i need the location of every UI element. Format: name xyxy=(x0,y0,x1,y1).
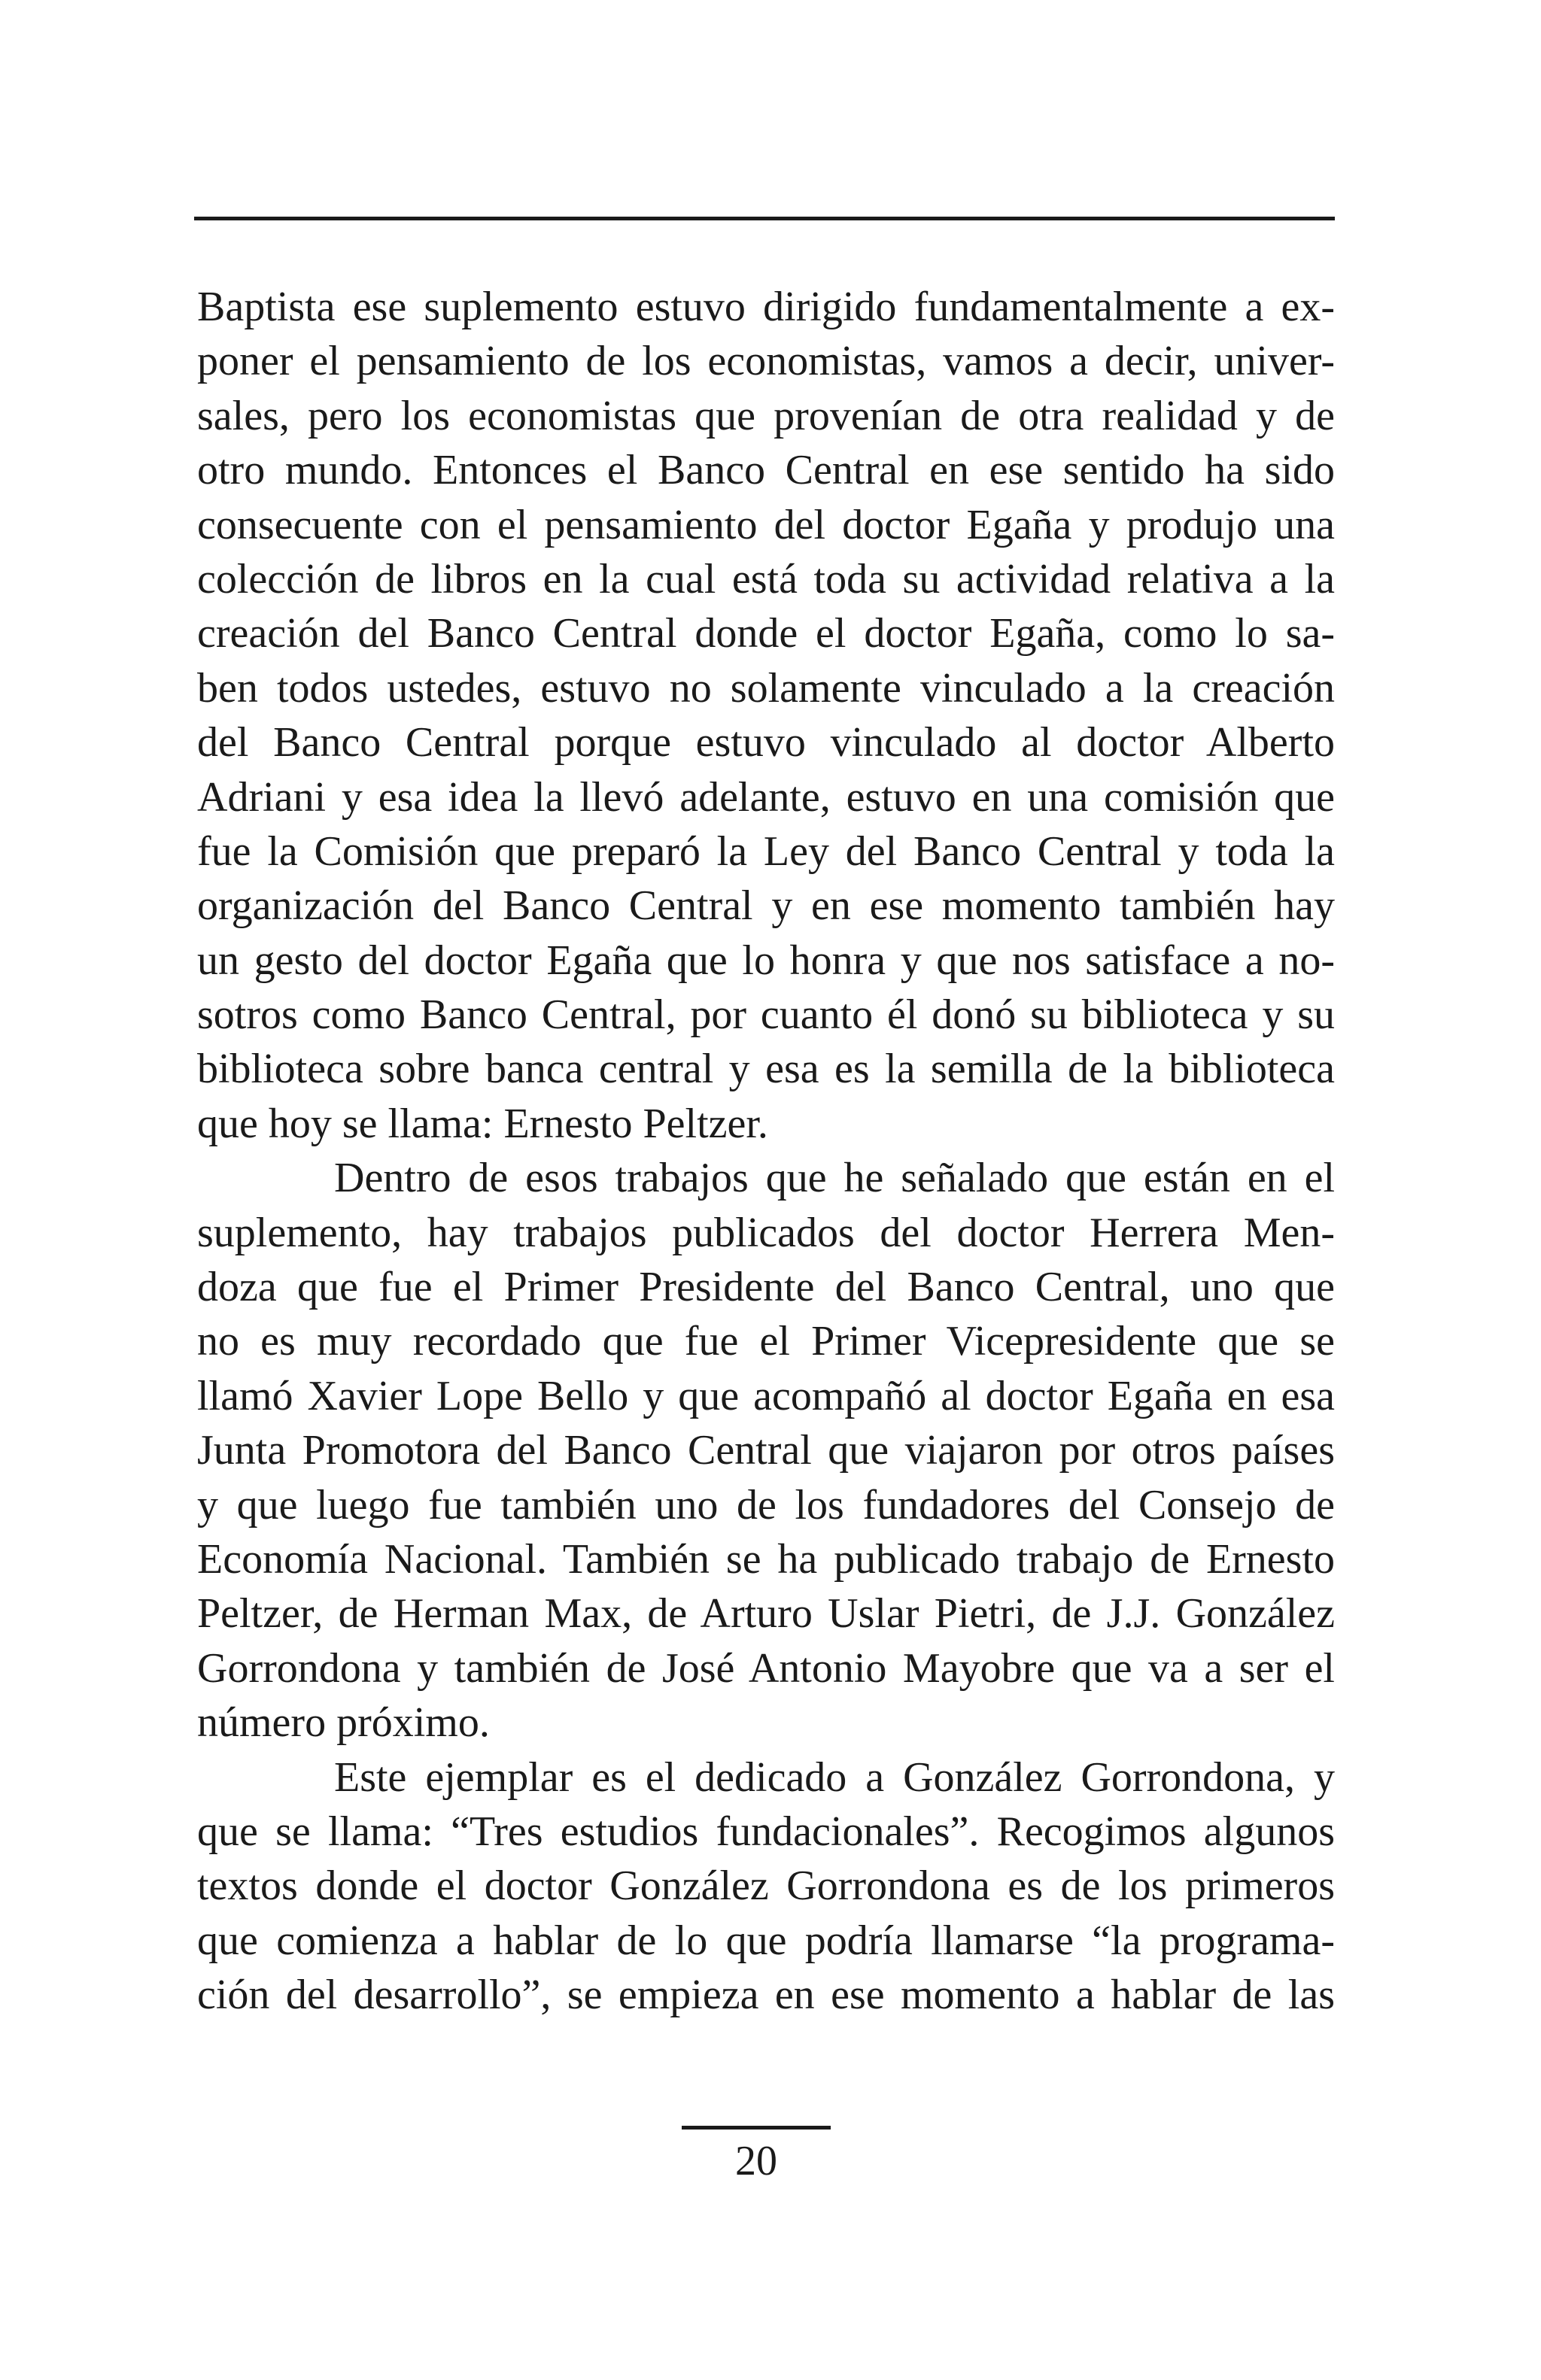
text-line: no es muy recordado que fue el Primer Vicepresidente que se xyxy=(197,1318,1335,1365)
text-line: creación del Banco Central donde el doctor Egaña, como lo sa- xyxy=(197,610,1335,657)
text-line: ción del desarrollo”, se empieza en ese momento a hablar de las xyxy=(197,1972,1335,2019)
text-line: poner el pensamiento de los economistas, vamos a decir, univer- xyxy=(197,338,1335,385)
text-line: suplemento, hay trabajos publicados del doctor Herrera Men- xyxy=(197,1209,1335,1256)
paragraph xyxy=(197,1151,1335,1750)
text-line: que se llama: “Tres estudios fundacionales”. Recogimos algunos xyxy=(197,1808,1335,1855)
text-line: organización del Banco Central y en ese momento también hay xyxy=(197,882,1335,930)
text-line: sotros como Banco Central, por cuanto él donó su biblioteca y su xyxy=(197,991,1335,1039)
text-line: del Banco Central porque estuvo vinculado al doctor Alberto xyxy=(197,719,1335,767)
text-line: que hoy se llama: Ernesto Peltzer. xyxy=(197,1100,768,1147)
text-line: textos donde el doctor González Gorrondona es de los primeros xyxy=(197,1862,1335,1910)
text-line: un gesto del doctor Egaña que lo honra y que nos satisface a no- xyxy=(197,937,1335,984)
text-line: colección de libros en la cual está toda su actividad relativa a la xyxy=(197,555,1335,603)
text-line: Baptista ese suplemento estuvo dirigido fundamentalmente a ex- xyxy=(197,284,1335,330)
text-line: Adriani y esa idea la llevó adelante, estuvo en una comisión que xyxy=(197,773,1335,821)
text-line: Gorrondona y también de José Antonio Mayobre que va a ser el xyxy=(197,1644,1335,1692)
text-line: doza que fue el Primer Presidente del Banco Central, uno que xyxy=(197,1264,1335,1311)
text-line: otro mundo. Entonces el Banco Central en ese sentido ha sido xyxy=(197,447,1335,494)
page-number: 20 xyxy=(735,2138,777,2184)
text-line: llamó Xavier Lope Bello y que acompañó al doctor Egaña en esa xyxy=(197,1372,1335,1419)
text-line: número próximo. xyxy=(197,1699,490,1747)
text-line: Dentro de esos trabajos que he señalado que están en el xyxy=(334,1155,1335,1202)
text-line: Este ejemplar es el dedicado a González Gorrondona, y xyxy=(334,1753,1335,1801)
paragraph xyxy=(197,280,1335,1151)
text-line: fue la Comisión que preparó la Ley del Banco Central y toda la xyxy=(197,827,1335,875)
folio-rule xyxy=(682,2126,831,2130)
paragraph xyxy=(197,1750,1335,2023)
text-line: sales, pero los economistas que provenían de otra realidad y de xyxy=(197,392,1335,439)
header-rule xyxy=(194,217,1335,220)
body-text xyxy=(197,280,1335,2023)
text-line: consecuente con el pensamiento del doctor Egaña y produjo una xyxy=(197,501,1335,548)
text-line: y que luego fue también uno de los fundadores del Consejo de xyxy=(197,1481,1335,1528)
text-line: Peltzer, de Herman Max, de Arturo Uslar Pietri, de J.J. González xyxy=(197,1590,1335,1638)
text-line: Junta Promotora del Banco Central que viajaron por otros países xyxy=(197,1427,1335,1474)
text-line: biblioteca sobre banca central y esa es la semilla de la biblioteca xyxy=(197,1046,1335,1093)
text-line: Economía Nacional. También se ha publicado trabajo de Ernesto xyxy=(197,1535,1335,1583)
text-line: ben todos ustedes, estuvo no solamente vinculado a la creación xyxy=(197,664,1335,712)
text-line: que comienza a hablar de lo que podría llamarse “la programa- xyxy=(197,1917,1335,1964)
